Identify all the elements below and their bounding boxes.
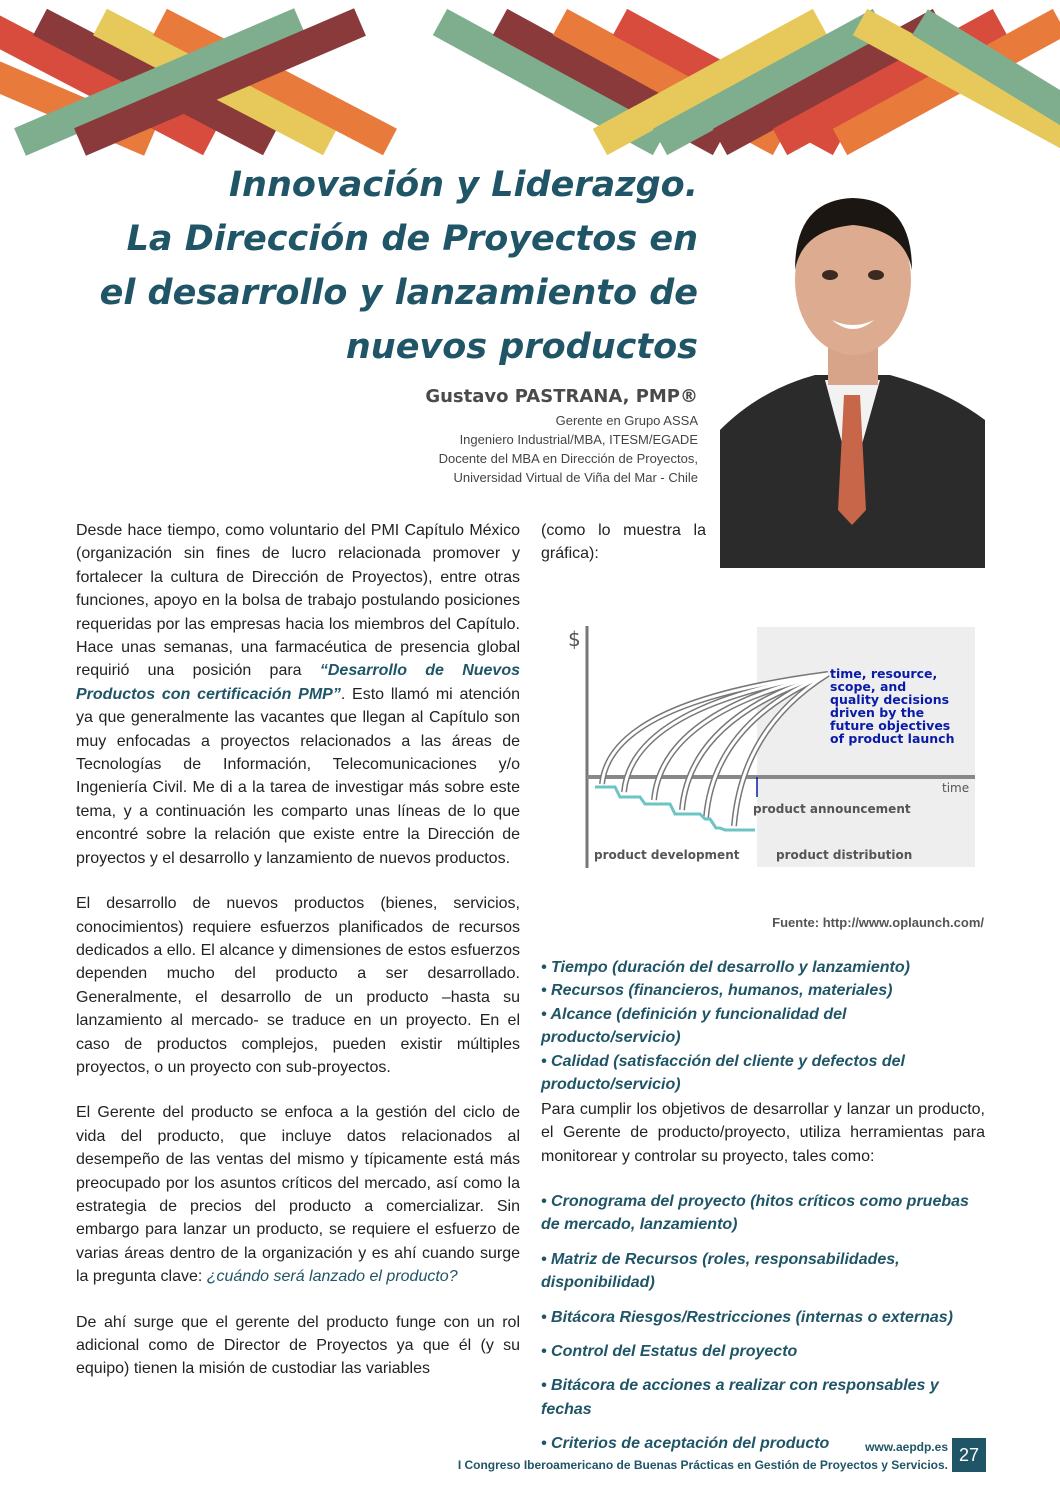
list-item: • Matriz de Recursos (roles, responsabilidades, disponibilidad) <box>541 1250 900 1292</box>
author-role: Ingeniero Industrial/MBA, ITESM/EGADE <box>459 432 698 447</box>
paragraph: El desarrollo de nuevos productos (bienes, servicios, conocimientos) requiere esfuerzos planificados de recursos dedicados a ello. El alcance y dimensiones de estos esfuerzos dependen mucho del producto a ser desarrollado. Generalmente, el desarrollo de un producto –hasta su lanzamiento al mercado- se traduce en un proyecto. En el caso de productos complejos, pueden existir múltiples proyectos, o un proyecto con sub-proyectos. <box>76 895 520 1076</box>
title-line: La Dirección de Proyectos en <box>126 219 698 259</box>
development-label: product development <box>594 848 740 862</box>
title-line: nuevos productos <box>345 327 698 367</box>
author-name: Gustavo PASTRANA, PMP® <box>425 386 698 407</box>
annotation-text <box>830 666 955 746</box>
header-banner <box>0 32 1060 134</box>
annotation-line: of product launch <box>830 731 955 746</box>
footer-congress: I Congreso Iberoamericano de Buenas Prácticas en Gestión de Proyectos y Servicios. <box>457 1458 948 1472</box>
list-item: • Calidad (satisfacción del cliente y defectos del producto/servicio) <box>541 1052 905 1094</box>
page-number: 27 <box>952 1438 986 1472</box>
left-column <box>76 519 520 1403</box>
author-role: Docente del MBA en Dirección de Proyectos, <box>438 451 698 466</box>
paragraph-text: . Esto llamó mi atención ya que generalmente las vacantes que llegan al Capítulo son muy enfocadas a proyectos relacionados a las áreas de Tecnologías de Información, Telecomunicaciones y/o Ingeniería Civil. Me di a la tarea de investigar más sobre este tema, y a continuación les comparto unas líneas de lo que encontré sobre la relación que existe entre la Dirección de proyectos y el desarrollo y lanzamiento de nuevos productos. <box>76 685 521 867</box>
author-credentials <box>198 411 698 487</box>
annotation-line: scope, and <box>830 679 907 694</box>
list-item: • Recursos (financieros, humanos, materiales) <box>541 982 893 1000</box>
highlight-text: “Desarrollo de Nuevos Productos con certificación PMP” <box>76 662 521 703</box>
tools-list <box>541 1190 985 1467</box>
cost-line <box>595 787 755 830</box>
list-item: • Criterios de aceptación del producto <box>541 1435 830 1453</box>
author-role: Gerente en Grupo ASSA <box>555 413 698 428</box>
paragraph: Para cumplir los objetivos de desarrollar y lanzar un producto, el Gerente de producto/proyecto, utiliza herramientas para monitorear y controlar su proyecto, tales como: <box>541 1101 985 1165</box>
paragraph <box>76 1101 520 1288</box>
time-label: time <box>942 781 970 795</box>
list-item: • Alcance (definición y funcionalidad del producto/servicio) <box>541 1005 847 1047</box>
title-line: Innovación y Liderazgo. <box>229 165 698 205</box>
list-item: • Cronograma del proyecto (hitos críticos como pruebas de mercado, lanzamiento) <box>541 1193 969 1234</box>
distribution-background <box>757 627 975 867</box>
highlight-text: ¿cuándo será lanzado el producto? <box>206 1268 458 1286</box>
announcement-label: product announcement <box>753 802 911 816</box>
product-launch-figure <box>570 622 980 872</box>
annotation-line: future objectives <box>830 718 951 733</box>
annotation-line: time, resource, <box>830 666 938 681</box>
variables-list <box>541 956 985 1096</box>
list-item: • Bitácora Riesgos/Restricciones (internas o externas) <box>541 1308 953 1326</box>
decorative-stripes <box>0 32 1060 134</box>
y-axis-symbol: $ <box>568 627 581 651</box>
paragraph: De ahí surge que el gerente del producto funge con un rol adicional como de Director de Proyectos ya que él (y su equipo) tienen la misión de custodiar las variables <box>76 1313 520 1378</box>
annotation-line: driven by the <box>830 705 925 720</box>
paragraph-text: Desde hace tiempo, como voluntario del PMI Capítulo México (organización sin fines de lucro relacionada promover y fortalecer la cultura de Dirección de Proyectos), entre otras funciones, apoyo en la bolsa de trabajo postulando posiciones requeridas por las empresas hacia los miembros del Capítulo. Hace unas semanas, una farmacéutica de presencia global requirió una posición para <box>76 522 520 680</box>
right-intro: (como lo muestra la gráfica): <box>541 522 706 563</box>
paragraph-text: El Gerente del producto se enfoca a la gestión del ciclo de vida del producto, que incluye datos relacionados al desempeño de las ventas del mismo y típicamente está más preocupado por los asuntos críticos del mercado, así como la estrategia de precios del producto a comercializar. Sin embargo para lanzar un producto, se requiere el esfuerzo de varias áreas dentro de la organización y es ahí cuando surge la pregunta clave: <box>76 1104 520 1286</box>
list-item: • Bitácora de acciones a realizar con responsables y fechas <box>541 1377 939 1418</box>
distribution-label: product distribution <box>776 848 913 862</box>
list-item: • Control del Estatus del proyecto <box>541 1343 798 1361</box>
annotation-line: quality decisions <box>830 692 950 707</box>
author-photo <box>720 180 985 568</box>
figure-source: Fuente: http://www.oplaunch.com/ <box>772 915 984 930</box>
article-title <box>58 158 698 374</box>
paragraph <box>76 519 520 870</box>
footer-url: www.aepdp.es <box>865 1440 948 1454</box>
author-role: Universidad Virtual de Viña del Mar - Chile <box>453 470 698 485</box>
title-line: el desarrollo y lanzamiento de <box>99 273 698 313</box>
list-item: • Tiempo (duración del desarrollo y lanzamiento) <box>541 959 910 976</box>
